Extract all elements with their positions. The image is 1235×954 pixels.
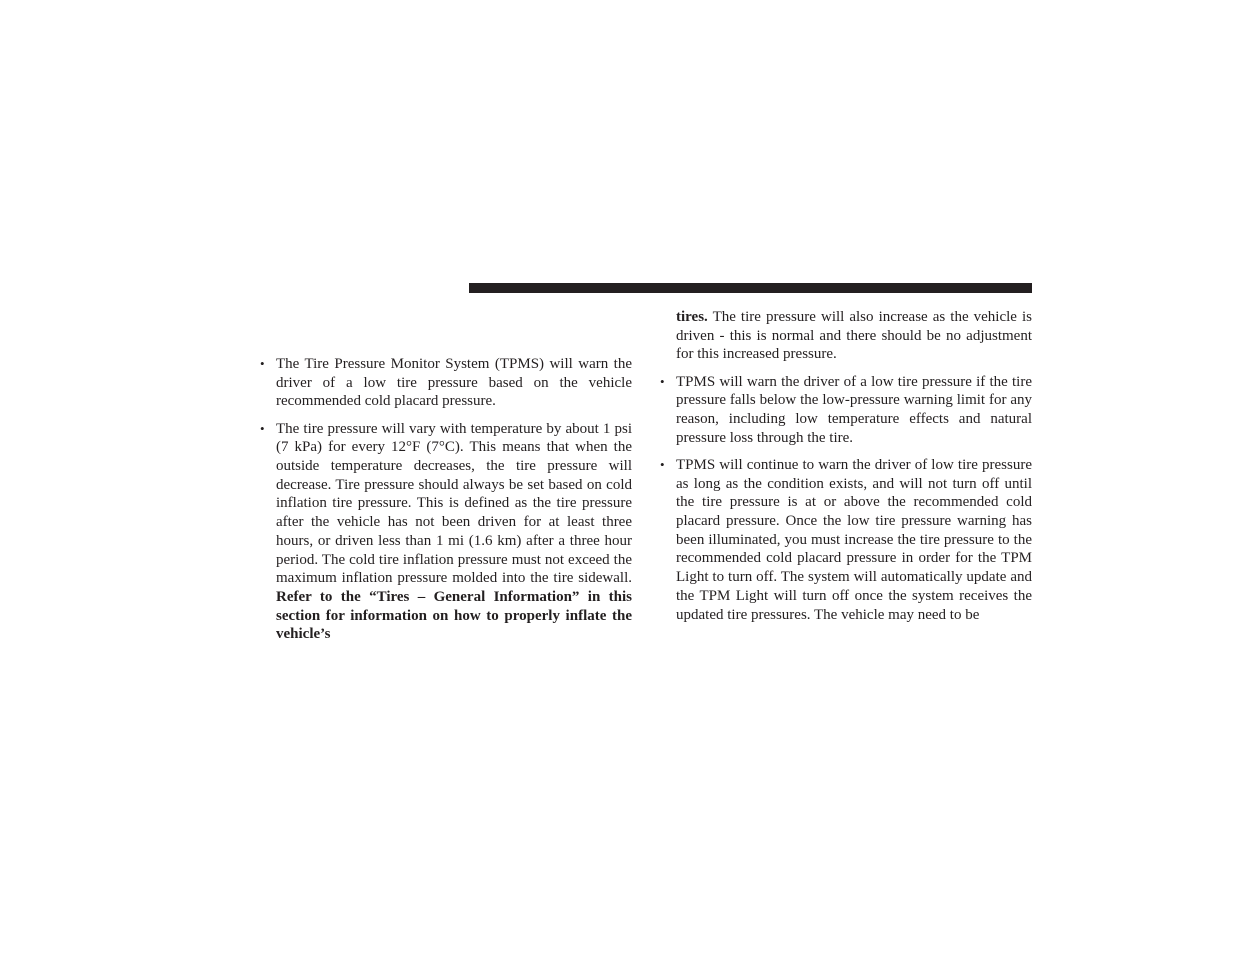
left-column xyxy=(260,355,632,653)
bullet-icon: • xyxy=(660,456,665,472)
bullet-icon: • xyxy=(660,373,665,389)
bullet-icon: • xyxy=(260,356,265,371)
bullet-text: TPMS will continue to warn the driver of low tire pressure as long as the condition exists, and will not turn off until the tire pressure is at or above the recommended cold placard pressure. Once the low tire pressure warning has been illuminated, you must increase the tire pressure to the recommended cold placard pressure in order for the TPM Light to turn off. The system will automatically update and the TPM Light will turn off once the system receives the updated tire pressures. The vehicle may need to be xyxy=(676,456,1032,623)
right-column xyxy=(660,308,1032,633)
bullet-text: The Tire Pressure Monitor System (TPMS) will warn the driver of a low tire pressure based on the vehicle recommended cold placard pressure. xyxy=(276,356,632,410)
bullet-item-continue-warn xyxy=(660,456,1032,624)
continuation-bold: tires. xyxy=(676,309,708,325)
bullet-item-low-pressure xyxy=(660,373,1032,448)
bullet-text: TPMS will warn the driver of a low tire pressure if the tire pressure falls below the low-pressure warning limit for any reason, including low temperature effects and natural pressure loss through the tire. xyxy=(676,373,1032,446)
bullet-item-tpms-warning xyxy=(260,355,632,411)
bullet-text-bold: Refer to the “Tires – General Information” in this section for information on how to properly inflate the vehicle’s xyxy=(276,588,632,643)
header-rule xyxy=(469,283,1032,293)
continuation-text: The tire pressure will also increase as the vehicle is driven - this is normal and there should be no adjustment for this increased pressure. xyxy=(676,309,1032,363)
bullet-item-temperature xyxy=(260,420,632,644)
bullet-text: The tire pressure will vary with temperature by about 1 psi (7 kPa) for every 12°F (7°C). This means that when the outside temperature decreases, the tire pressure will decrease. Tire pressure should always be set based on cold inflation tire pressure. This is defined as the tire pressure after the vehicle has not been driven for at least three hours, or driven less than 1 mi (1.6 km) after a three hour period. The cold tire inflation pressure must not exceed the maximum inflation pressure molded into the tire sidewall. xyxy=(276,420,632,587)
continuation-paragraph xyxy=(676,308,1032,364)
bullet-icon: • xyxy=(260,420,265,436)
